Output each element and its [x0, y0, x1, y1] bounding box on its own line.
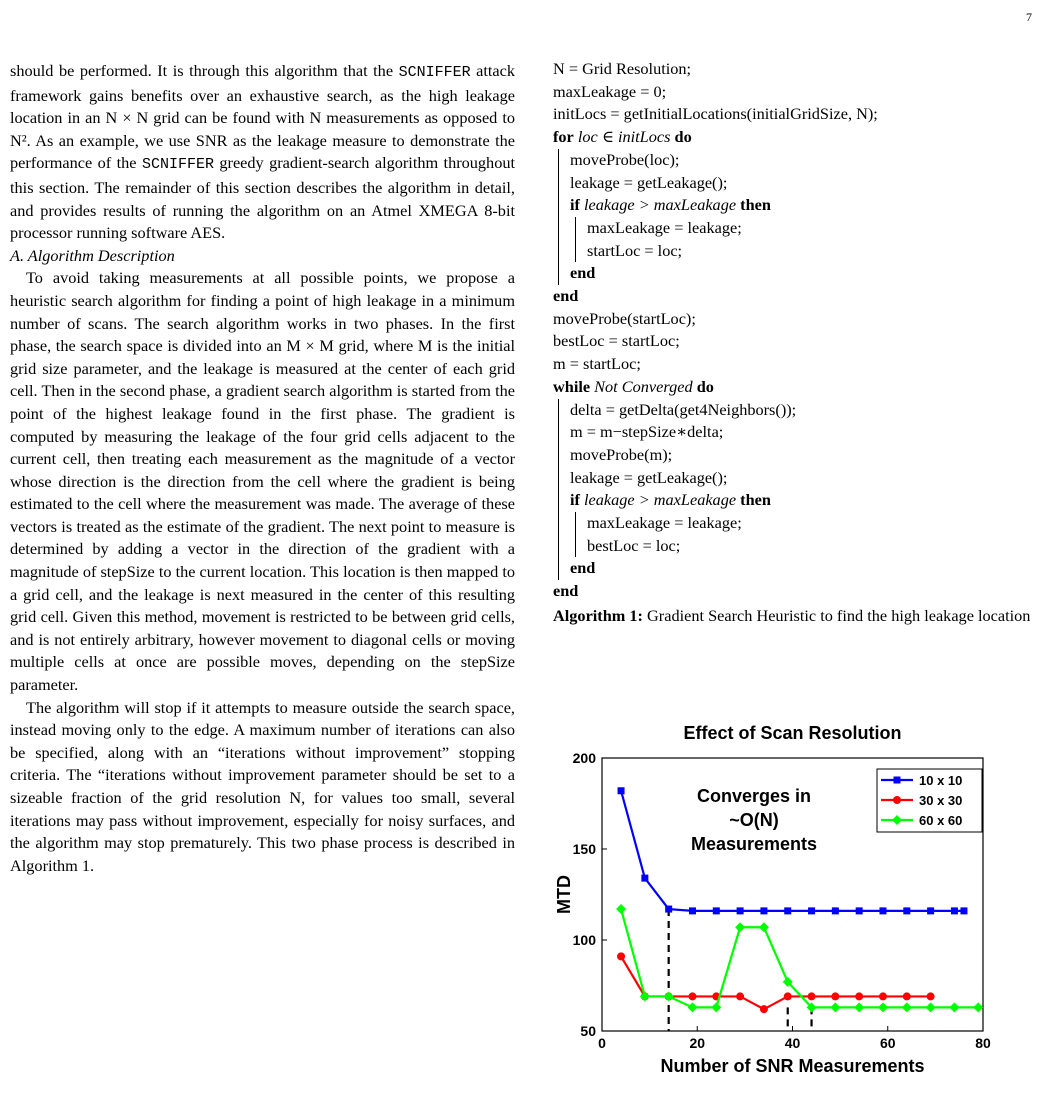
data-point-square: [856, 907, 863, 914]
data-point-circle: [784, 992, 792, 1000]
algo-if-line: if leakage > maxLeakage then: [570, 490, 771, 510]
algo-line: moveProbe(startLoc);: [553, 308, 696, 328]
for-body: [558, 149, 1033, 285]
data-point-circle: [688, 992, 696, 1000]
chart-annotation: ~O(N): [729, 810, 779, 830]
algo-line: maxLeakage = leakage;: [587, 217, 742, 237]
data-point-circle: [617, 952, 625, 960]
data-point-square: [784, 907, 791, 914]
algo-line: delta = getDelta(get4Neighbors());: [570, 399, 797, 419]
data-point-circle: [760, 1005, 768, 1013]
algo-if-line: if leakage > maxLeakage then: [570, 195, 771, 215]
algo-for-line: for loc ∈ initLocs do: [553, 127, 692, 147]
algo-end-line: end: [570, 558, 596, 578]
chart-title: Effect of Scan Resolution: [683, 723, 902, 743]
data-point-square: [713, 907, 720, 914]
data-point-square: [960, 907, 967, 914]
y-tick-label: 150: [572, 841, 596, 857]
data-point-square: [927, 907, 934, 914]
data-point-square: [641, 875, 648, 882]
scan-resolution-chart: [540, 715, 1000, 1085]
algo-end-line: end: [553, 581, 579, 601]
algo-while-line: while Not Converged do: [553, 376, 714, 396]
data-point-square: [951, 907, 958, 914]
x-tick-label: 0: [598, 1035, 606, 1051]
algo-line: moveProbe(loc);: [570, 149, 680, 169]
data-point-square: [808, 907, 815, 914]
algo-line: bestLoc = loc;: [587, 535, 681, 555]
algo-line: leakage = getLeakage();: [570, 467, 728, 487]
data-point-square: [760, 907, 767, 914]
algorithm-block: [553, 58, 1033, 628]
algo-line: initLocs = getInitialLocations(initialGridSize, N);: [553, 104, 878, 124]
paragraph-algorithm-description: To avoid taking measurements at all possible points, we propose a heuristic search algorithm for finding a point of high leakage in a minimum number of scans. The search algorithm works in two phases. In the first phase, the search space is divided into an M × M grid, where M is the initial grid size parameter, and the leakage is measured at the center of each grid cell. Then in the second phase, a gradient search algorithm is started from the point of the highest leakage found in the first phase. The gradient is computed by measuring the leakage of the four grid cells adjacent to the current cell, then treating each measurement as the magnitude of a vector whose direction is the direction from the cell where the gradient is being estimated to the cell where the measurement was made. The average of these vectors is treated as the estimate of the gradient. The next point to measure is determined by adding a vector in the direction of the gradient with a magnitude of stepSize to the current location. This location is then mapped to a grid cell, and the leakage is next measured in the center of this resulting grid cell. Given this method, movement is restricted to be between grid cells, and is not entirely arbitrary, however movement to diagonal cells or moving multiple cells at once are possible moves, depending on the stepSize parameter.: [10, 268, 515, 695]
data-point-square: [903, 907, 910, 914]
legend-label: 10 x 10: [919, 773, 963, 788]
legend-marker-circle: [893, 796, 901, 804]
data-point-circle: [903, 992, 911, 1000]
data-point-circle: [855, 992, 863, 1000]
x-tick-label: 40: [784, 1035, 801, 1051]
y-tick-label: 200: [572, 750, 596, 766]
paragraph-stopping-criteria: The algorithm will stop if it attempts to measure outside the search space, instead moving only to the edge. A maximum number of iterations can also be specified, along with an “iterations without improvement” stopping criteria. The “iterations without improvement parameter should be set to a sizeable fraction of the grid resolution N, for values too small, several iterations may pass without improvement, especially for noisy surfaces, and the algorithm may stop prematurely. This two phase process is described in Algorithm 1.: [10, 697, 515, 875]
algo-line: maxLeakage = 0;: [553, 81, 667, 101]
if-body: [575, 217, 1033, 262]
algo-line: maxLeakage = leakage;: [587, 513, 742, 533]
algo-line: N = Grid Resolution;: [553, 59, 692, 78]
data-point-circle: [808, 992, 816, 1000]
left-column: [10, 60, 515, 877]
algo-line: startLoc = loc;: [587, 240, 683, 260]
legend-label: 60 x 60: [919, 813, 963, 828]
data-point-square: [832, 907, 839, 914]
algo-line: bestLoc = startLoc;: [553, 331, 680, 351]
data-point-square: [665, 906, 672, 913]
x-tick-label: 80: [975, 1035, 991, 1051]
y-axis-label: MTD: [554, 875, 574, 914]
algo-line: m = startLoc;: [553, 354, 641, 374]
algo-end-line: end: [570, 263, 596, 283]
chart-annotation: Converges in: [696, 786, 812, 806]
x-tick-label: 20: [689, 1035, 706, 1051]
data-point-square: [737, 907, 744, 914]
data-point-square: [689, 907, 696, 914]
data-point-circle: [736, 992, 744, 1000]
while-body: [558, 399, 1033, 581]
data-point-circle: [831, 992, 839, 1000]
chart-annotation: Measurements: [690, 834, 818, 854]
y-tick-label: 50: [580, 1023, 596, 1039]
algo-end-line: end: [553, 286, 579, 306]
paragraph-intro: should be performed. It is through this algorithm that the SCNIFFER attack framework gains benefits over an exhaustive search, as the high leakage location in an N × N grid can be found with N measurements as opposed to N². As an example, we use SNR as the leakage measure to demonstrate the performance of the SCNIFFER greedy gradient-search algorithm throughout this section. The remainder of this section describes the algorithm in detail, and provides results of running the algorithm on an Atmel XMEGA 8-bit processor running software AES.: [10, 61, 516, 243]
data-point-square: [879, 907, 886, 914]
data-point-circle: [879, 992, 887, 1000]
data-point-square: [618, 787, 625, 794]
algo-line: m = m−stepSize∗delta;: [570, 422, 724, 442]
legend-label: 30 x 30: [919, 793, 963, 808]
section-heading: A. Algorithm Description: [10, 245, 175, 265]
algo-line: leakage = getLeakage();: [570, 172, 728, 192]
algorithm-caption: Algorithm 1: Gradient Search Heuristic to find the high leakage location: [553, 605, 1031, 625]
y-tick-label: 100: [572, 932, 596, 948]
legend-marker-square: [894, 777, 901, 784]
algo-line: moveProbe(m);: [570, 444, 673, 464]
x-axis-label: Number of SNR Measurements: [660, 1056, 925, 1076]
if-body: [575, 512, 1033, 557]
x-tick-label: 60: [879, 1035, 896, 1051]
data-point-circle: [927, 992, 935, 1000]
page-number: 7: [1026, 10, 1032, 24]
